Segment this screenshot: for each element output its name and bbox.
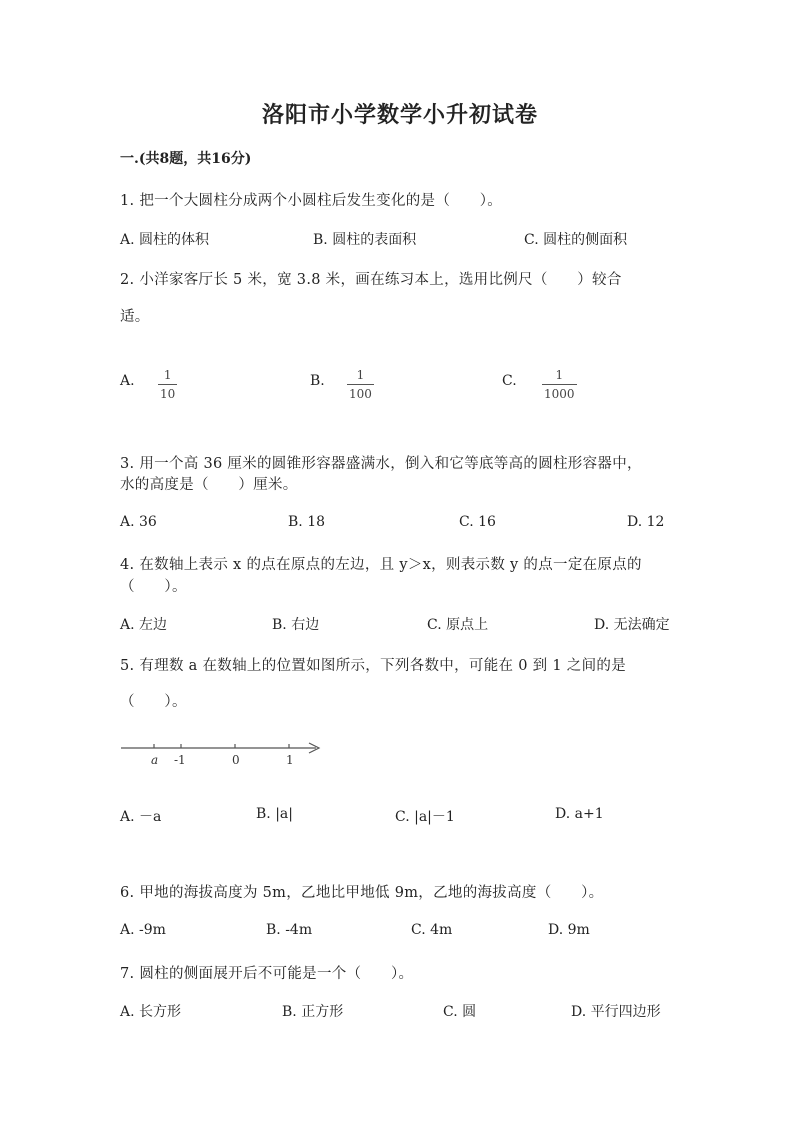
q2-option-c-fraction xyxy=(542,368,577,401)
page-title: 洛阳市小学数学小升初试卷 xyxy=(261,102,538,128)
question-5-line-1: 5. 有理数 a 在数轴上的位置如图所示，下列各数中，可能在 0 到 1 之间的是 xyxy=(120,658,626,674)
q4-option-b: B. 右边 xyxy=(272,617,320,633)
q2-option-a-fraction xyxy=(158,368,177,401)
fraction-numerator: 1 xyxy=(555,368,564,382)
q3-option-b: B. 18 xyxy=(288,514,326,530)
number-line-label-a: a xyxy=(151,753,159,767)
q7-option-b: B. 正方形 xyxy=(282,1004,344,1020)
fraction-numerator: 1 xyxy=(163,368,172,382)
q1-option-a: A. 圆柱的体积 xyxy=(120,232,210,248)
q3-option-a: A. 36 xyxy=(120,514,157,530)
number-line-label-1: 1 xyxy=(286,753,294,767)
question-2-line-1: 2. 小洋家客厅长 5 米，宽 3.8 米，画在练习本上，选用比例尺（ ）较合 xyxy=(120,272,622,288)
q6-option-c: C. 4m xyxy=(411,922,453,938)
question-4-line-1: 4. 在数轴上表示 x 的点在原点的左边，且 y＞x，则表示数 y 的点一定在原点的 xyxy=(120,557,642,573)
q2-option-a-letter: A. xyxy=(120,373,135,389)
q4-option-a: A. 左边 xyxy=(120,617,168,633)
section-heading: 一.(共8题，共16分) xyxy=(120,151,252,167)
q6-option-a: A. -9m xyxy=(120,922,166,938)
question-4-line-2: （ ）。 xyxy=(120,579,187,595)
question-6-text: 6. 甲地的海拔高度为 5m，乙地比甲地低 9m，乙地的海拔高度（ ）。 xyxy=(120,885,604,901)
fraction-denominator: 1000 xyxy=(544,387,575,401)
q2-option-c-letter: C. xyxy=(502,373,517,389)
q7-option-a: A. 长方形 xyxy=(120,1004,182,1020)
fraction-denominator: 100 xyxy=(349,387,372,401)
q1-option-b: B. 圆柱的表面积 xyxy=(313,232,417,248)
number-line-figure xyxy=(118,738,328,770)
q5-option-c: C. |a|－1 xyxy=(395,809,455,825)
q5-option-a: A. －a xyxy=(120,809,162,825)
question-7-text: 7. 圆柱的侧面展开后不可能是一个（ ）。 xyxy=(120,966,414,982)
question-5-line-2: （ ）。 xyxy=(120,694,187,710)
fraction-bar xyxy=(542,384,577,385)
q3-option-d: D. 12 xyxy=(627,514,665,530)
q2-option-b-letter: B. xyxy=(310,373,325,389)
question-2-line-2: 适。 xyxy=(120,309,150,325)
q7-option-d: D. 平行四边形 xyxy=(571,1004,661,1020)
question-3-line-2: 水的高度是（ ）厘米。 xyxy=(120,477,298,493)
q2-option-b-fraction xyxy=(347,368,374,401)
q4-option-c: C. 原点上 xyxy=(427,617,489,633)
fraction-numerator: 1 xyxy=(356,368,365,382)
q6-option-d: D. 9m xyxy=(548,922,590,938)
q4-option-d: D. 无法确定 xyxy=(594,617,670,633)
q3-option-c: C. 16 xyxy=(459,514,496,530)
fraction-bar xyxy=(347,384,374,385)
question-1-text: 1. 把一个大圆柱分成两个小圆柱后发生变化的是（ ）。 xyxy=(120,193,503,209)
q5-option-b: B. |a| xyxy=(256,806,293,822)
fraction-denominator: 10 xyxy=(160,387,176,401)
number-line-label-0: 0 xyxy=(232,753,240,767)
fraction-bar xyxy=(158,384,177,385)
number-line-label-minus-1: -1 xyxy=(174,753,186,767)
q5-option-d: D. a+1 xyxy=(555,806,604,822)
q7-option-c: C. 圆 xyxy=(443,1004,477,1020)
q1-option-c: C. 圆柱的侧面积 xyxy=(524,232,628,248)
q6-option-b: B. -4m xyxy=(266,922,313,938)
question-3-line-1: 3. 用一个高 36 厘米的圆锥形容器盛满水，倒入和它等底等高的圆柱形容器中， xyxy=(120,456,642,472)
